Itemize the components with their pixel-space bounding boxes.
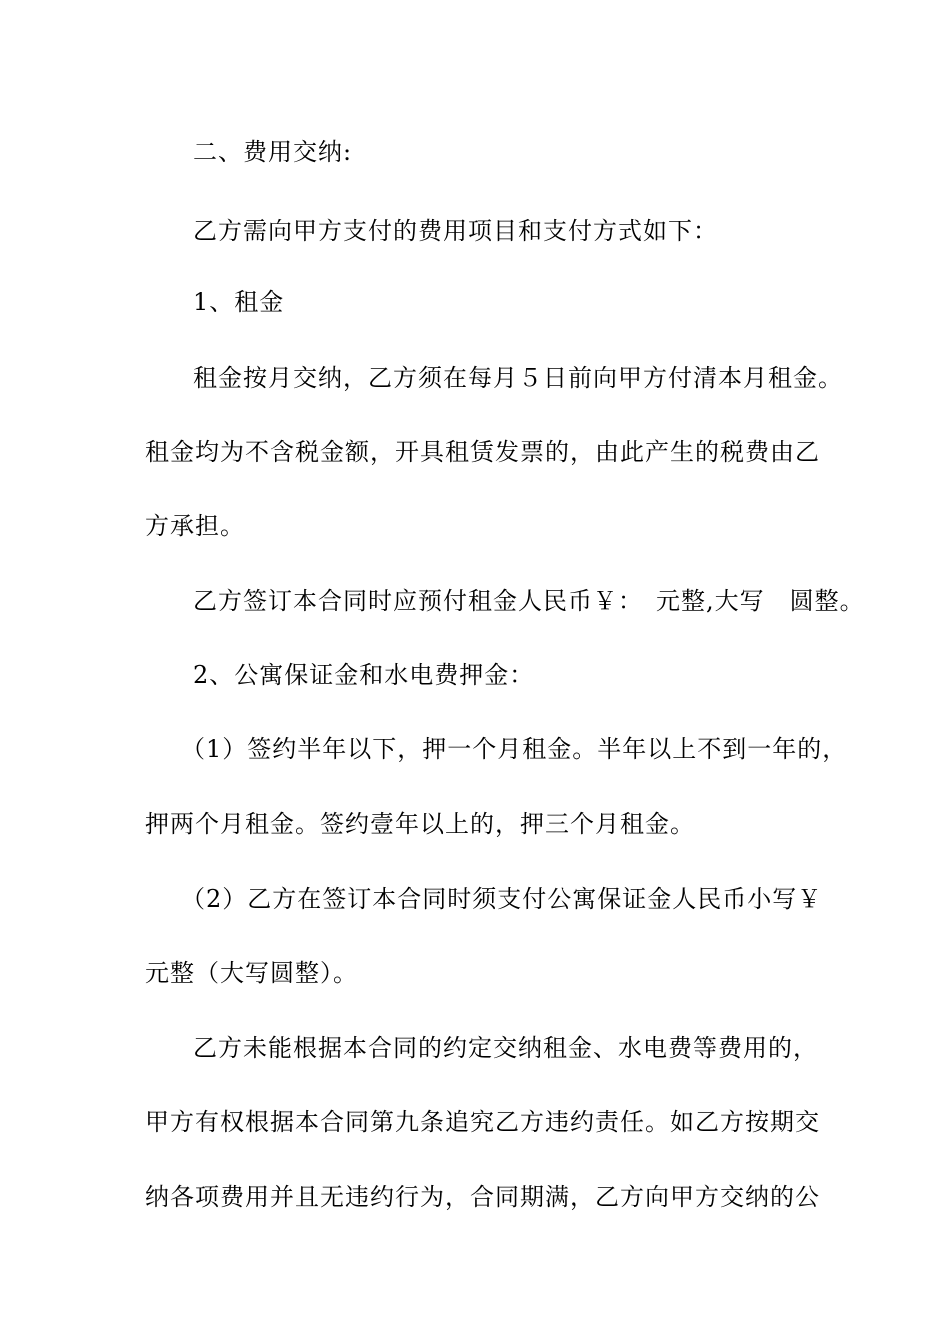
paragraph-line: 租金按月交纳，乙方须在每月５日前向甲方付清本月租金。 <box>193 364 843 392</box>
subsection-heading: 2、公寓保证金和水电费押金： <box>193 661 535 689</box>
paragraph-line: 押两个月租金。签约壹年以上的，押三个月租金。 <box>145 810 695 838</box>
paragraph-line: 乙方需向甲方支付的费用项目和支付方式如下： <box>193 217 718 245</box>
paragraph-line: 甲方有权根据本合同第九条追究乙方违约责任。如乙方按期交 <box>145 1108 820 1136</box>
paragraph-line: 乙方签订本合同时应预付租金人民币￥： 元整,大写 圆整。 <box>193 587 865 615</box>
paragraph-line: 纳各项费用并且无违约行为，合同期满，乙方向甲方交纳的公 <box>145 1183 820 1211</box>
subsection-heading: 1、租金 <box>193 288 285 316</box>
paragraph-line: （2）乙方在签订本合同时须支付公寓保证金人民币小写￥ <box>181 885 823 913</box>
paragraph-line: 租金均为不含税金额，开具租赁发票的，由此产生的税费由乙 <box>145 438 820 466</box>
paragraph-line: 方承担。 <box>145 512 245 540</box>
section-heading: 二、费用交纳: <box>193 138 353 166</box>
paragraph-line: 元整（大写圆整）。 <box>145 959 358 987</box>
paragraph-line: （1）签约半年以下，押一个月租金。半年以上不到一年的， <box>181 735 848 763</box>
paragraph-line: 乙方未能根据本合同的约定交纳租金、水电费等费用的， <box>193 1034 818 1062</box>
